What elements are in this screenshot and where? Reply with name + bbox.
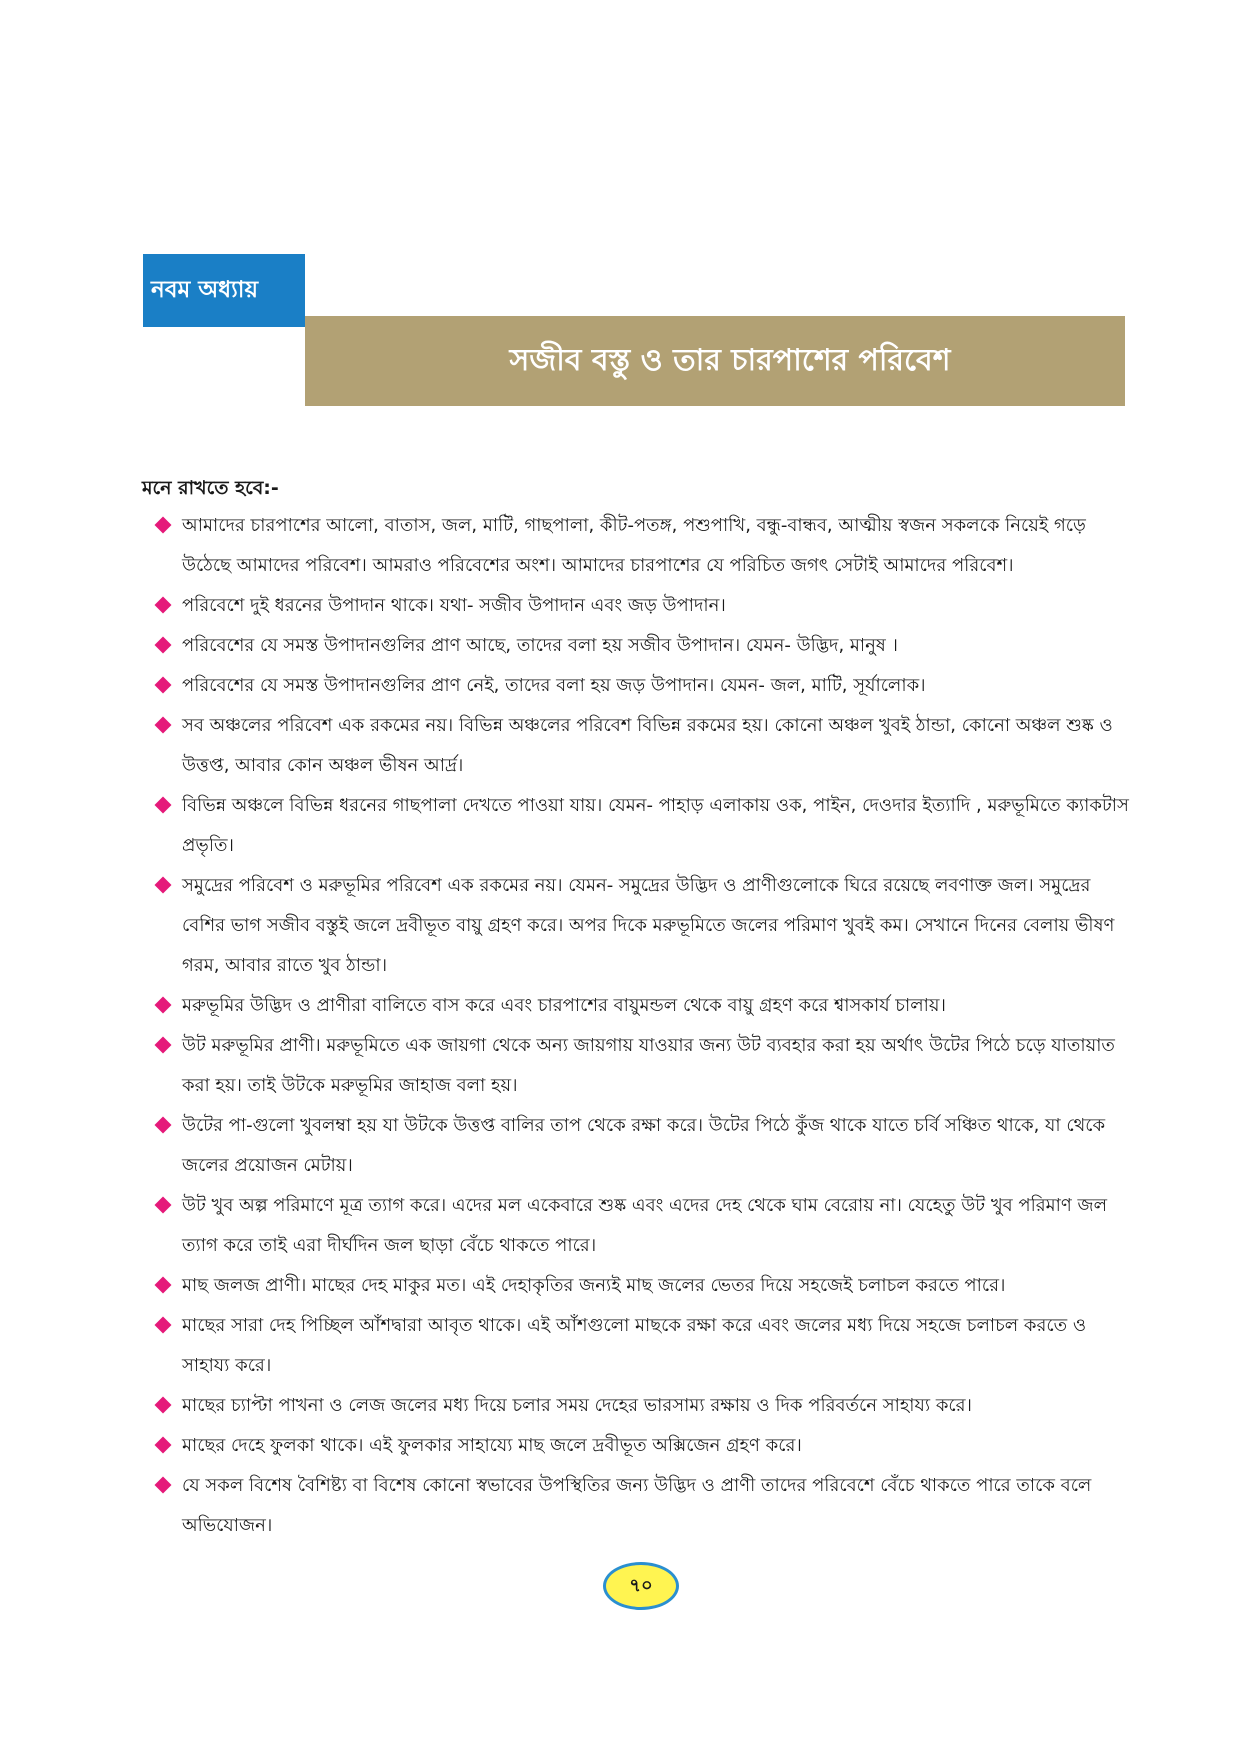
page-number: ৭০ (603, 1562, 679, 1610)
list-item (142, 1106, 1132, 1186)
diamond-bullet-icon (155, 517, 172, 534)
list-item (142, 706, 1132, 786)
diamond-bullet-icon (155, 877, 172, 894)
point-text: আমাদের চারপাশের আলো, বাতাস, জল, মাটি, গাছপালা, কীট-পতঙ্গ, পশুপাখি, বন্ধু-বান্ধব, আত্মীয় স্বজন সকলকে নিয়েই গড়ে উঠেছে আমাদের পরিবেশ। আমরাও পরিবেশের অংশ। আমাদের চারপাশের যে পরিচিত জগৎ সেটাই আমাদের পরিবেশ। (182, 515, 1086, 576)
list-item (142, 986, 1132, 1026)
diamond-bullet-icon (155, 597, 172, 614)
point-text: পরিবেশের যে সমস্ত উপাদানগুলির প্রাণ আছে, তাদের বলা হয় সজীব উপাদান। যেমন- উদ্ভিদ, মানুষ । (182, 635, 898, 656)
point-text: সব অঞ্চলের পরিবেশ এক রকমের নয়। বিভিন্ন অঞ্চলের পরিবেশ বিভিন্ন রকমের হয়। কোনো অঞ্চল খুবই ঠান্ডা, কোনো অঞ্চল শুষ্ক ও উত্তপ্ত, আবার কোন অঞ্চল ভীষন আর্দ্র। (182, 715, 1113, 776)
list-item (142, 1186, 1132, 1266)
list-item (142, 666, 1132, 706)
diamond-bullet-icon (155, 1197, 172, 1214)
list-item (142, 866, 1132, 986)
point-text: মাছের দেহে ফুলকা থাকে। এই ফুলকার সাহায্যে মাছ জলে দ্রবীভূত অক্সিজেন গ্রহণ করে। (182, 1435, 802, 1456)
main-content (142, 470, 1132, 1546)
chapter-label: নবম অধ্যায় (143, 254, 305, 327)
point-text: সমুদ্রের পরিবেশ ও মরুভূমির পরিবেশ এক রকমের নয়। যেমন- সমুদ্রের উদ্ভিদ ও প্রাণীগুলোকে ঘিরে রয়েছে লবণাক্ত জল। সমুদ্রের বেশির ভাগ সজীব বস্তুই জলে দ্রবীভূত বায়ু গ্রহণ করে। অপর দিকে মরুভূমিতে জলের পরিমাণ খুবই কম। সেখানে দিনের বেলায় ভীষণ গরম, আবার রাতে খুব ঠান্ডা। (182, 875, 1115, 976)
diamond-bullet-icon (155, 1477, 172, 1494)
point-text: মাছের চ্যাপ্টা পাখনা ও লেজ জলের মধ্য দিয়ে চলার সময় দেহের ভারসাম্য রক্ষায় ও দিক পরিবর্তনে সাহায্য করে। (182, 1395, 972, 1416)
list-item (142, 626, 1132, 666)
list-item (142, 1026, 1132, 1106)
point-text: উট খুব অল্প পরিমাণে মূত্র ত্যাগ করে। এদের মল একেবারে শুষ্ক এবং এদের দেহ থেকে ঘাম বেরোয় না। যেহেতু উট খুব পরিমাণ জল ত্যাগ করে তাই এরা দীর্ঘদিন জল ছাড়া বেঁচে থাকতে পারে। (182, 1195, 1107, 1256)
list-item (142, 1306, 1132, 1386)
diamond-bullet-icon (155, 717, 172, 734)
diamond-bullet-icon (155, 997, 172, 1014)
list-item (142, 1426, 1132, 1466)
list-item (142, 586, 1132, 626)
point-text: উটের পা-গুলো খুবলম্বা হয় যা উটকে উত্তপ্ত বালির তাপ থেকে রক্ষা করে। উটের পিঠে কুঁজ থাকে যাতে চর্বি সঞ্চিত থাকে, যা থেকে জলের প্রয়োজন মেটায়। (182, 1115, 1106, 1176)
diamond-bullet-icon (155, 1037, 172, 1054)
list-item (142, 1466, 1132, 1546)
point-text: মাছ জলজ প্রাণী। মাছের দেহ মাকুর মত। এই দেহাকৃতির জন্যই মাছ জলের ভেতর দিয়ে সহজেই চলাচল করতে পারে। (182, 1275, 1006, 1296)
diamond-bullet-icon (155, 1277, 172, 1294)
list-item (142, 506, 1132, 586)
point-text: মরুভূমির উদ্ভিদ ও প্রাণীরা বালিতে বাস করে এবং চারপাশের বায়ুমন্ডল থেকে বায়ু গ্রহণ করে শ্বাসকার্য চালায়। (182, 995, 946, 1016)
diamond-bullet-icon (155, 1117, 172, 1134)
point-text: যে সকল বিশেষ বৈশিষ্ট্য বা বিশেষ কোনো স্বভাবের উপস্থিতির জন্য উদ্ভিদ ও প্রাণী তাদের পরিবেশে বেঁচে থাকতে পারে তাকে বলে অভিযোজন। (182, 1475, 1092, 1536)
list-item (142, 786, 1132, 866)
diamond-bullet-icon (155, 677, 172, 694)
point-text: পরিবেশের যে সমস্ত উপাদানগুলির প্রাণ নেই, তাদের বলা হয় জড় উপাদান। যেমন- জল, মাটি, সূর্যালোক। (182, 675, 926, 696)
diamond-bullet-icon (155, 1317, 172, 1334)
point-text: মাছের সারা দেহ পিচ্ছিল আঁশদ্বারা আবৃত থাকে। এই আঁশগুলো মাছকে রক্ষা করে এবং জলের মধ্য দিয়ে সহজে চলাচল করতে ও সাহায্য করে। (182, 1315, 1087, 1376)
points-list (142, 506, 1132, 1546)
section-heading: মনে রাখতে হবে:- (142, 477, 279, 499)
diamond-bullet-icon (155, 637, 172, 654)
point-text: পরিবেশে দুই ধরনের উপাদান থাকে। যথা- সজীব উপাদান এবং জড় উপাদান। (182, 595, 726, 616)
list-item (142, 1386, 1132, 1426)
chapter-title: সজীব বস্তু ও তার চারপাশের পরিবেশ (305, 316, 1125, 406)
point-text: উট মরুভূমির প্রাণী। মরুভূমিতে এক জায়গা থেকে অন্য জায়গায় যাওয়ার জন্য উট ব্যবহার করা হয় অর্থাৎ উটের পিঠে চড়ে যাতায়াত করা হয়। তাই উটকে মরুভূমির জাহাজ বলা হয়। (182, 1035, 1115, 1096)
list-item (142, 1266, 1132, 1306)
diamond-bullet-icon (155, 1437, 172, 1454)
diamond-bullet-icon (155, 797, 172, 814)
diamond-bullet-icon (155, 1397, 172, 1414)
point-text: বিভিন্ন অঞ্চলে বিভিন্ন ধরনের গাছপালা দেখতে পাওয়া যায়। যেমন- পাহাড় এলাকায় ওক, পাইন, দেওদার ইত্যাদি , মরুভূমিতে ক্যাকটাস প্রভৃতি। (182, 795, 1129, 856)
